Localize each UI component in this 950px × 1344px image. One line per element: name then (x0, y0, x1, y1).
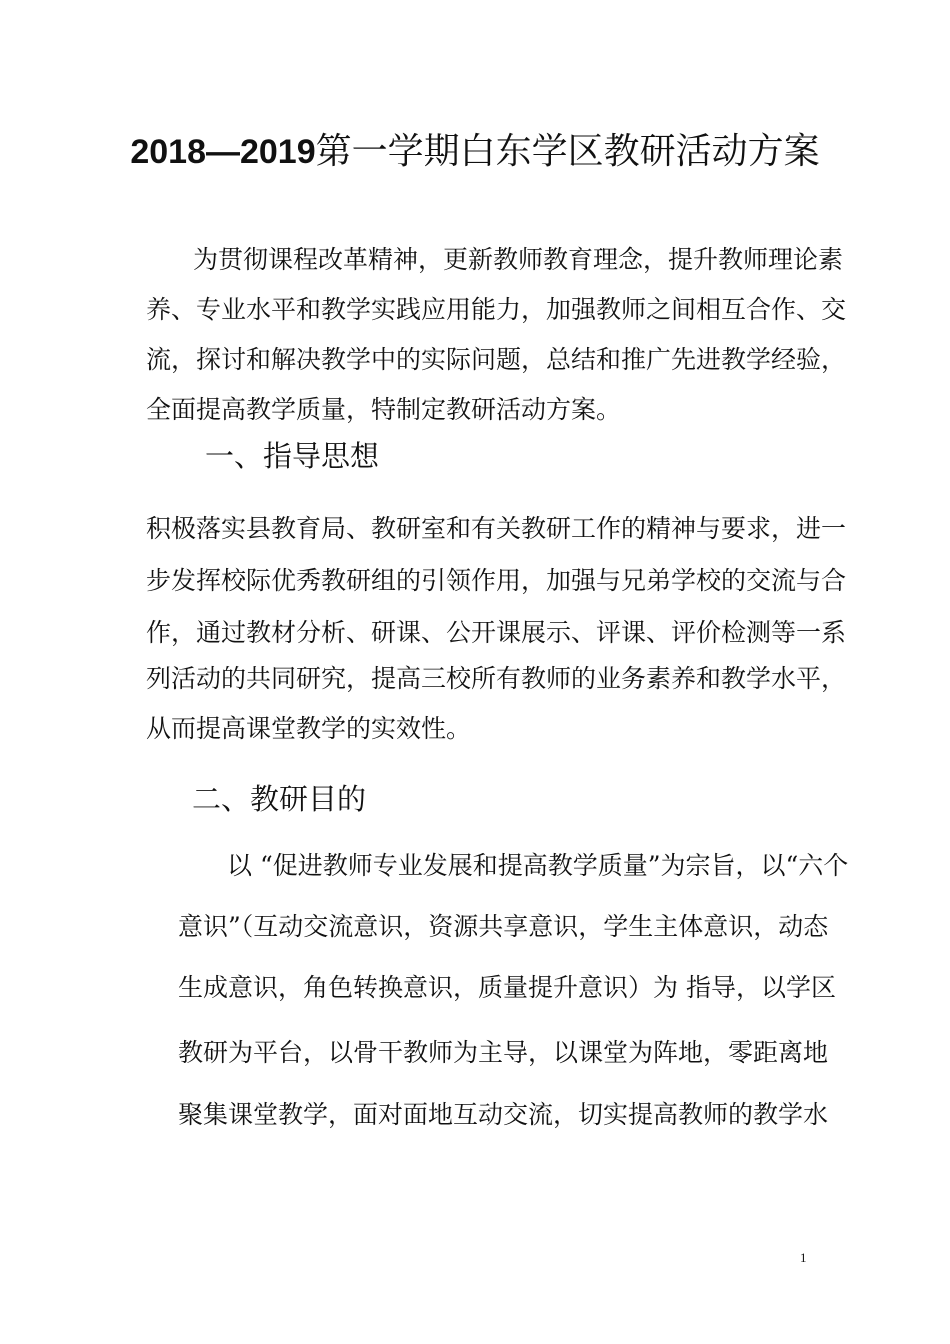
section2-line: 教研为平台，以骨干教师为主导，以课堂为阵地，零距离地 (178, 1038, 829, 1067)
page-number: 1 (800, 1250, 807, 1265)
section2-line: 生成意识，角色转换意识，质量提升意识）为 指导，以学区 (178, 973, 836, 1002)
section1-line: 积极落实县教育局、教研室和有关教研工作的精神与要求，进一 (146, 514, 847, 543)
intro-line: 养、专业水平和教学实践应用能力，加强教师之间相互合作、交 (146, 295, 847, 324)
intro-line: 全面提高教学质量，特制定教研活动方案。 (146, 395, 622, 424)
section1-line: 步发挥校际优秀教研组的引领作用，加强与兄弟学校的交流与合 (146, 566, 847, 595)
title-text: 第一学期白东学区教研活动方案 (315, 131, 820, 172)
intro-line: 流，探讨和解决教学中的实际问题，总结和推广先进教学经验， (146, 345, 847, 374)
section2-line: 聚集课堂教学，面对面地互动交流，切实提高教师的教学水 (178, 1100, 829, 1129)
section1-line: 列活动的共同研究，提高三校所有教师的业务素养和教学水平， (146, 664, 847, 693)
section2-line: 意识”（互动交流意识，资源共享意识，学生主体意识，动态 (178, 912, 829, 941)
intro-line: 为贯彻课程改革精神，更新教师教育理念，提升教师理论素 (193, 245, 844, 274)
section1-line: 作，通过教材分析、研课、公开课展示、评课、评价检测等一系 (146, 618, 847, 647)
section-heading-research-purpose: 二、教研目的 (192, 782, 367, 816)
title-year: 2018—2019 (130, 133, 316, 171)
document-title (0, 128, 950, 176)
section1-line: 从而提高课堂教学的实效性。 (146, 714, 472, 743)
section2-line: 以 “促进教师专业发展和提高教学质量”为宗旨，以“六个 (227, 851, 849, 880)
section-heading-guiding-ideology: 一、指导思想 (205, 439, 380, 473)
